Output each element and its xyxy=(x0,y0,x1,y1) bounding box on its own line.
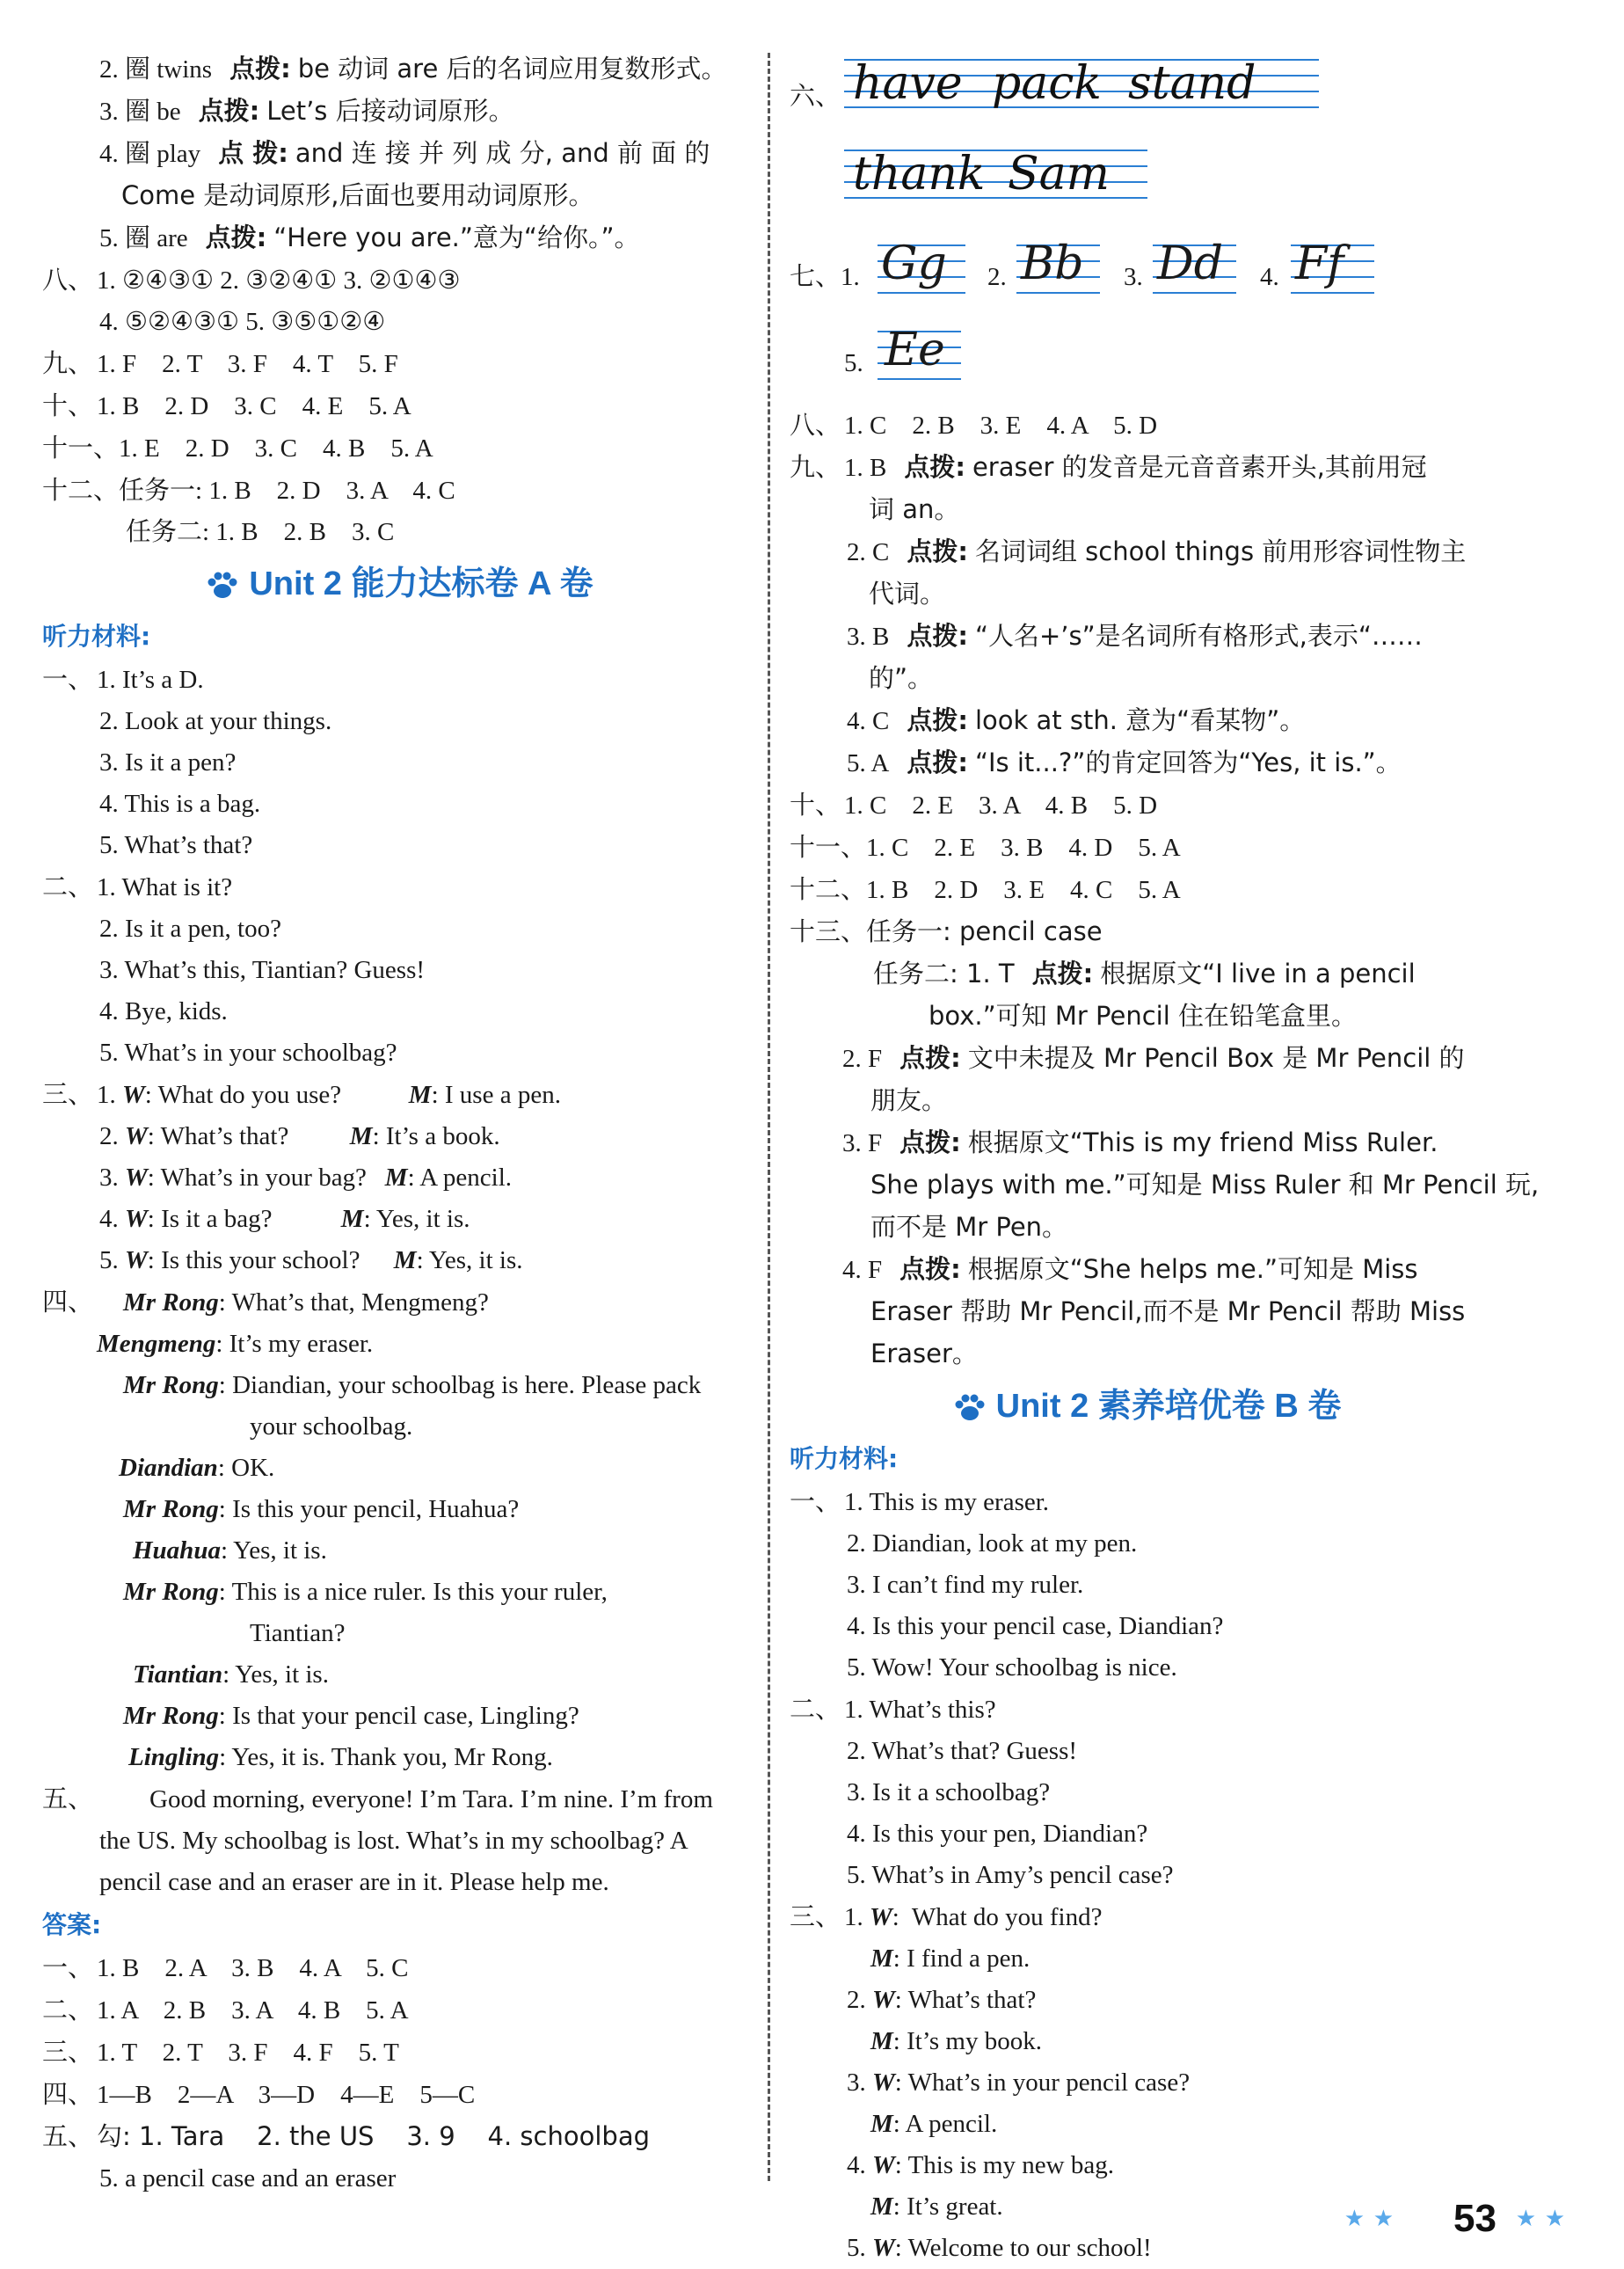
item-number: 4. xyxy=(1260,263,1279,291)
dialog-line: 5. W: Welcome to our school! xyxy=(847,2234,1152,2262)
section-8: 八、 1. C 2. B 3. E 4. A 5. D xyxy=(790,410,1158,440)
paw-icon xyxy=(205,570,240,602)
section-8-cont: 4. ⑤②④③① 5. ③⑤①②④ xyxy=(99,308,386,336)
listen-2-item: 二、 1. What is it? xyxy=(42,872,233,901)
handwritten-letter: Dd xyxy=(1157,237,1223,290)
explain-line: 3. F 点拨: 根据原文“This is my friend Miss Ruler. xyxy=(842,1127,1438,1157)
handwritten-word: thank xyxy=(853,148,986,201)
listen-1-item: 5. Wow! Your schoolbag is nice. xyxy=(847,1653,1177,1682)
handwritten-word: have xyxy=(853,57,963,110)
dialog-line: 2. W: What’s that? M: It’s a book. xyxy=(99,1122,500,1150)
explain-line: 4. F 点拨: 根据原文“She helps me.”可知是 Miss xyxy=(842,1254,1418,1284)
explain-line: 任务二: 1. T 点拨: 根据原文“I live in a pencil xyxy=(873,959,1416,989)
explain-line: box.”可知 Mr Pencil 住在铅笔盒里。 xyxy=(929,1001,1357,1031)
explain-line: 2. F 点拨: 文中未提及 Mr Pencil Box 是 Mr Pencil 的 xyxy=(842,1043,1465,1073)
section-11: 十一、1. C 2. E 3. B 4. D 5. A xyxy=(790,832,1181,862)
answer-line: 3. 圈 be 点拨: Let’s 后接动词原形。 xyxy=(99,96,514,126)
listen-2-item: 4. Is this your pen, Diandian? xyxy=(847,1820,1148,1848)
unit-a-title: Unit 2 能力达标卷 A 卷 xyxy=(42,553,756,615)
star-icon: ★ xyxy=(1515,2206,1536,2231)
listen-2-item: 3. What’s this, Tiantian? Guess! xyxy=(99,956,426,984)
dialog-line: 三、 1. W: What do you use? M: I use a pen. xyxy=(42,1079,561,1109)
dialog-line: 四、 Mr Rong: What’s that, Mengmeng? xyxy=(42,1287,489,1317)
explain-line: 代词。 xyxy=(869,579,946,609)
left-column xyxy=(42,48,756,2200)
unit-b-title: Unit 2 素养培优卷 B 卷 xyxy=(790,1375,1504,1437)
letter-row-1 xyxy=(790,237,1504,325)
explain-line: She plays with me.”可知是 Miss Ruler 和 Mr Pencil 玩, xyxy=(870,1170,1540,1200)
listen-1-item: 3. I can’t find my ruler. xyxy=(847,1571,1084,1599)
dialog-line: Diandian: OK. xyxy=(119,1454,275,1482)
dialog-line: 4. W: Is it a bag? M: Yes, it is. xyxy=(99,1205,470,1233)
handwritten-letter: Bb xyxy=(1021,237,1084,290)
listen-1-item: 2. Diandian, look at my pen. xyxy=(847,1529,1138,1558)
dialog-line: Mr Rong: Is that your pencil case, Lingling? xyxy=(123,1702,579,1730)
section-12: 十二、任务一: 1. B 2. D 3. A 4. C xyxy=(42,475,455,505)
section-10: 十、 1. B 2. D 3. C 4. E 5. A xyxy=(42,390,411,420)
explain-line: 3. B 点拨: “人名+’s”是名词所有格形式,表示“…… xyxy=(847,621,1423,651)
dialog-line: Tiantian: Yes, it is. xyxy=(133,1660,329,1689)
letter-row-2 xyxy=(790,325,1504,405)
passage-line: pencil case and an eraser are in it. Please help me. xyxy=(99,1868,609,1896)
handwritten-word: pack xyxy=(992,57,1102,110)
dialog-line: 2. W: What’s that? xyxy=(847,1986,1037,2014)
dialog-line: Mr Rong: This is a nice ruler. Is this your ruler, xyxy=(123,1578,608,1606)
dialog-line: Mr Rong: Diandian, your schoolbag is here. Please pack xyxy=(123,1371,702,1399)
listen-2-item: 4. Bye, kids. xyxy=(99,997,228,1025)
section-10: 十、 1. C 2. E 3. A 4. B 5. D xyxy=(790,790,1158,820)
answer-label: 答案: xyxy=(42,1910,102,1939)
section-7-label: 七、1. xyxy=(790,263,860,291)
explain-line: 5. A 点拨: “Is it...?”的肯定回答为“Yes, it is.”。 xyxy=(847,748,1402,777)
listening-label: 听力材料: xyxy=(790,1444,899,1473)
listen-1-item: 4. This is a bag. xyxy=(99,790,261,818)
explain-line: 朋友。 xyxy=(870,1085,948,1115)
dialog-line: your schoolbag. xyxy=(250,1412,413,1441)
handwriting-row-2 xyxy=(790,141,1504,237)
dialog-line: M: I find a pen. xyxy=(870,1944,1030,1973)
column-divider xyxy=(768,53,770,2181)
handwriting-row-1 xyxy=(790,48,1504,141)
star-icon: ★ xyxy=(1544,2206,1565,2231)
section-6-label: 六、 xyxy=(790,83,841,111)
handwritten-letter: Ff xyxy=(1295,237,1344,290)
listen-2-item: 5. What’s in your schoolbag? xyxy=(99,1039,397,1067)
explain-line: Eraser 帮助 Mr Pencil,而不是 Mr Pencil 帮助 Miss xyxy=(870,1296,1466,1326)
passage-line: 五、 Good morning, everyone! I’m Tara. I’m nine. I’m from xyxy=(42,1784,713,1813)
dialog-line: 3. W: What’s in your pencil case? xyxy=(847,2068,1191,2097)
dialog-line: Mr Rong: Is this your pencil, Huahua? xyxy=(123,1495,520,1523)
star-icon: ★ xyxy=(1373,2206,1394,2231)
answer-row: 四、 1—B 2—A 3—D 4—E 5—C xyxy=(42,2079,476,2109)
listen-2-item: 二、 1. What’s this? xyxy=(790,1694,996,1724)
listen-2-item: 2. What’s that? Guess! xyxy=(847,1737,1078,1765)
listen-1-item: 一、 1. This is my eraser. xyxy=(790,1486,1050,1516)
answer-row: 三、 1. T 2. T 3. F 4. F 5. T xyxy=(42,2037,399,2067)
explain-line: 而不是 Mr Pen。 xyxy=(870,1212,1068,1242)
listen-1-item: 4. Is this your pencil case, Diandian? xyxy=(847,1612,1224,1640)
section-13: 十三、任务一: pencil case xyxy=(790,916,1103,946)
dialog-line: Huahua: Yes, it is. xyxy=(133,1536,327,1565)
explain-line: 2. C 点拨: 名词词组 school things 前用形容词性物主 xyxy=(847,536,1467,566)
listen-1-item: 3. Is it a pen? xyxy=(99,748,237,777)
answer-row: 5. a pencil case and an eraser xyxy=(99,2164,397,2192)
handwritten-word: stand xyxy=(1128,57,1256,110)
explain-line: 4. C 点拨: look at sth. 意为“看某物”。 xyxy=(847,705,1306,735)
listening-label: 听力材料: xyxy=(42,622,151,651)
dialog-line: M: It’s great. xyxy=(870,2192,1003,2221)
explain-line: 九、 1. B 点拨: eraser 的发音是元音音素开头,其前用冠 xyxy=(790,452,1427,482)
dialog-line: Mengmeng: It’s my eraser. xyxy=(97,1330,374,1358)
dialog-line: 4. W: This is my new bag. xyxy=(847,2151,1114,2179)
item-number: 3. xyxy=(1124,263,1143,291)
listen-2-item: 3. Is it a schoolbag? xyxy=(847,1778,1051,1806)
section-11: 十一、1. E 2. D 3. C 4. B 5. A xyxy=(42,433,433,463)
answer-line: Come 是动词原形,后面也要用动词原形。 xyxy=(121,180,594,210)
listen-2-item: 5. What’s in Amy’s pencil case? xyxy=(847,1861,1174,1889)
section-12: 十二、1. B 2. D 3. E 4. C 5. A xyxy=(790,874,1181,904)
handwritten-letter: Gg xyxy=(881,237,947,290)
answer-row: 五、 勾: 1. Tara 2. the US 3. 9 4. schoolbag xyxy=(42,2121,650,2151)
section-9: 九、 1. F 2. T 3. F 4. T 5. F xyxy=(42,348,398,378)
dialog-line: Tiantian? xyxy=(250,1619,346,1647)
star-icon: ★ xyxy=(1344,2206,1365,2231)
listen-1-item: 5. What’s that? xyxy=(99,831,253,859)
section-8: 八、 1. ②④③① 2. ③②④① 3. ②①④③ xyxy=(42,265,461,295)
handwritten-letter: Ee xyxy=(885,324,945,376)
listen-2-item: 2. Is it a pen, too? xyxy=(99,915,281,943)
passage-line: the US. My schoolbag is lost. What’s in my schoolbag? A xyxy=(99,1827,688,1855)
dialog-line: 3. W: What’s in your bag? M: A pencil. xyxy=(99,1164,513,1192)
answer-line: 4. 圈 play 点 拨: and 连 接 并 列 成 分, and 前 面 的 xyxy=(99,138,710,168)
dialog-line: M: It’s my book. xyxy=(870,2027,1042,2055)
dialog-line: 三、 1. W: What do you find? xyxy=(790,1901,1103,1931)
item-number: 2. xyxy=(987,263,1007,291)
listen-1-item: 2. Look at your things. xyxy=(99,707,332,735)
answer-row: 一、 1. B 2. A 3. B 4. A 5. C xyxy=(42,1952,409,1982)
right-column xyxy=(790,48,1540,2269)
explain-line: 词 an。 xyxy=(869,494,960,524)
page-number: 53 xyxy=(1453,2197,1497,2240)
dialog-line: Lingling: Yes, it is. Thank you, Mr Rong. xyxy=(128,1743,553,1771)
explain-line: 的”。 xyxy=(869,663,934,693)
item-number: 5. xyxy=(844,349,863,377)
paw-icon xyxy=(952,1392,987,1424)
explain-line: Eraser。 xyxy=(870,1339,978,1368)
dialog-line: 5. W: Is this your school? M: Yes, it is. xyxy=(99,1246,523,1274)
answer-line: 2. 圈 twins 点拨: be 动词 are 后的名词应用复数形式。 xyxy=(99,54,727,84)
answer-line: 5. 圈 are 点拨: “Here you are.”意为“给你。”。 xyxy=(99,223,640,252)
handwritten-word: Sam xyxy=(1008,148,1110,201)
listen-1-item: 一、 1. It’s a D. xyxy=(42,664,204,694)
dialog-line: M: A pencil. xyxy=(870,2110,998,2138)
answer-row: 二、 1. A 2. B 3. A 4. B 5. A xyxy=(42,1995,409,2025)
section-12-task2: 任务二: 1. B 2. B 3. C xyxy=(126,518,395,546)
